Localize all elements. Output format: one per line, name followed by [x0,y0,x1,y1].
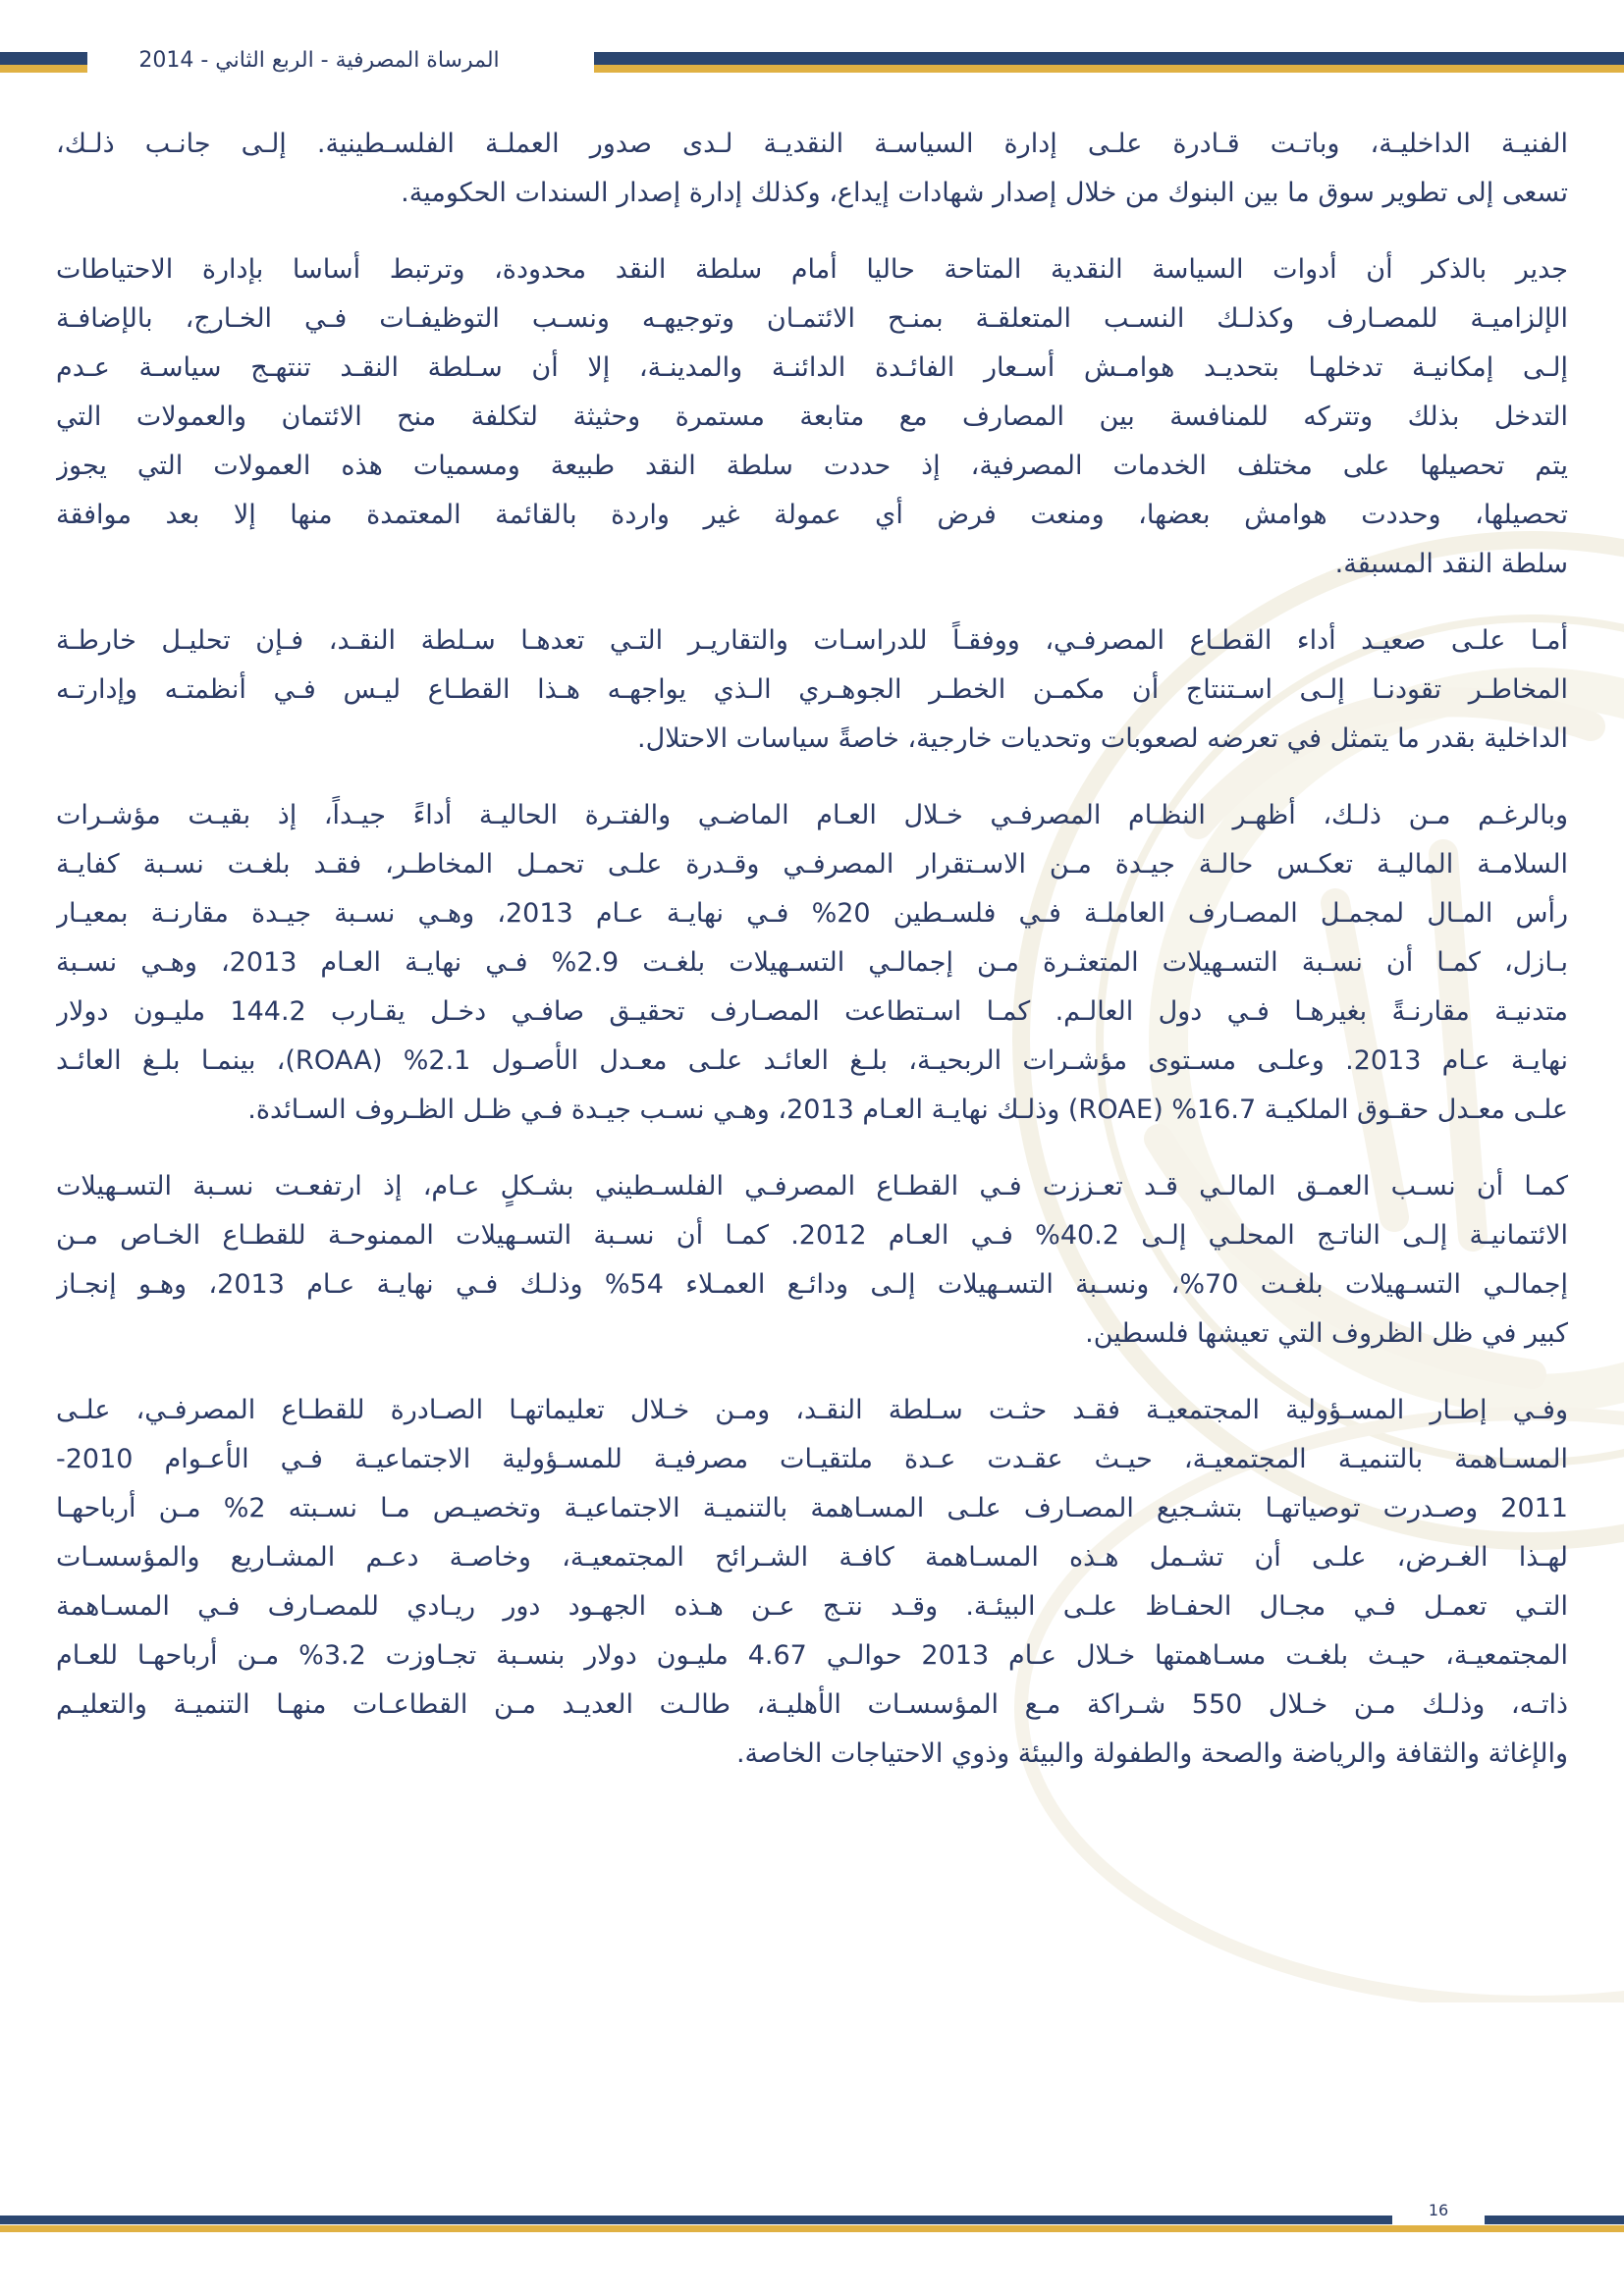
text-line: لهـذا الغـرض، علـى أن تشـمل هـذه المسـاهمة كافـة الشـرائح المجتمعيـة، وخاصـة دعـم المشـاريع والمؤسسـات [56,1542,1568,1573]
header-bar-left-gold [0,65,87,73]
text-line: الائتمانيـة إلـى الناتـج المحلـي إلـى 40.2% فـي العـام 2012. كمـا أن نسـبة التسـهيلات الممنوحـة للقطـاع الخـاص مـن [56,1220,1568,1251]
footer-bar-left-navy [0,2216,1392,2224]
paragraph-4 [56,791,1568,1135]
text-line: يتم تحصيلها على مختلف الخدمات المصرفية، إذ حددت سلطة النقد طبيعة ومسميات هذه العمولات التي يجوز [56,451,1568,481]
text-line: السلامـة الماليـة تعكـس حالـة جيـدة مـن الاسـتقرار المصرفـي وقـدرة علـى تحمـل المخاطـر، فقـد بلغـت نسـبة كفايـة [56,849,1568,880]
text-line: الفنيـة الداخليـة، وباتـت قـادرة علـى إدارة السياسـة النقديـة لـدى صدور العملـة الفلسـطينية. إلـى جانـب ذلـك، [56,129,1568,159]
text-line: المسـاهمة بالتنميـة المجتمعيـة، حيـث عقـدت عـدة ملتقيـات مصرفيـة للمسـؤولية الاجتماعيـة فـي الأعـوام 2010- [56,1444,1568,1474]
header-bar-left-navy [0,52,87,65]
text-line: المجتمعيـة، حيـث بلغـت مسـاهمتها خـلال عـام 2013 حوالـي 4.67 مليـون دولار بنسـبة تجـاوزت 3.2% مـن أرباحهـا للعـام [56,1640,1568,1671]
text-line: ذاتـه، وذلـك مـن خـلال 550 شـراكة مـع المؤسسـات الأهليـة، طالـت العديـد مـن القطاعـات منهـا التنميـة والتعليـم [56,1689,1568,1720]
text-line: الداخلية بقدر ما يتمثل في تعرضه لصعوبات وتحديات خارجية، خاصةً سياسات الاحتلال. [637,723,1568,754]
text-line: متدنيـة مقارنـةً بغيرهـا فـي دول العالـم. كمـا اسـتطاعت المصـارف تحقيـق صافـي دخـل يقـارب 144.2 مليـون دولار [56,996,1568,1027]
text-line: وفـي إطـار المسـؤولية المجتمعيـة فقـد حثـت سـلطة النقـد، ومـن خـلال تعليماتهـا الصـادرة للقطـاع المصرفـي، علـى [56,1395,1568,1425]
text-line: علـى معـدل حقـوق الملكيـة 16.7% (ROAE) وذلـك نهايـة العـام 2013، وهـي نسـب جيـدة فـي ظـل الظـروف السـائدة. [247,1095,1568,1125]
paragraph-6 [56,1386,1568,1779]
footer-bar-gold [0,2225,1624,2232]
text-line: سلطة النقد المسبقة. [1334,549,1568,579]
article-body [56,120,1568,1806]
text-line: كمـا أن نسـب العمـق المالـي قـد تعـززت فـي القطـاع المصرفـي الفلسـطيني بشـكلٍ عـام، إذ ارتفعـت نسـبة التسـهيلات [56,1171,1568,1201]
paragraph-5 [56,1162,1568,1359]
footer-bar-right-navy [1485,2216,1624,2224]
paragraph-1 [56,120,1568,218]
text-line: الإلزاميـة للمصـارف وكذلـك النسـب المتعلقـة بمنـح الائتمـان وتوجيهـه ونسـب التوظيفـات فـي الخـارج، بالإضافـة [56,303,1568,334]
text-line: 2011 وصـدرت توصياتهـا بتشـجيع المصـارف علـى المسـاهمة بالتنميـة الاجتماعيـة وتخصيـص مـا نسـبته 2% مـن أرباحهـا [56,1493,1568,1523]
paragraph-3 [56,616,1568,764]
text-line: إجمالـي التسـهيلات بلغـت 70%، ونسـبة التسـهيلات إلـى ودائـع العمـلاء 54% وذلـك فـي نهايـة عـام 2013، وهـو إنجـاز [56,1269,1568,1300]
text-line: رأس المـال لمجمـل المصـارف العاملـة فـي فلسـطين 20% فـي نهايـة عـام 2013، وهـي نسـبة جيـدة مقارنـة بمعيـار [56,898,1568,929]
text-line: التـي تعمـل فـي مجـال الحفـاظ علـى البيئـة. وقـد نتـج عـن هـذه الجهـود دور ريـادي للمصـارف فـي المسـاهمة [56,1591,1568,1622]
text-line: والإغاثة والثقافة والرياضة والصحة والطفولة والبيئة وذوي الاحتياجات الخاصة. [735,1738,1568,1769]
header-bar-right-gold [594,65,1624,73]
text-line: المخاطـر تقودنـا إلـى اسـتنتاج أن مكمـن الخطـر الجوهـري الـذي يواجهـه هـذا القطـاع ليـس فـي أنظمتـه وإدارتـه [56,674,1568,705]
text-line: إلـى إمكانيـة تدخلهـا بتحديـد هوامـش أسـعار الفائـدة الدائنـة والمدينـة، إلا أن سـلطة النقـد تنتهـج سياسـة عـدم [56,352,1568,383]
text-line: نهايـة عـام 2013. وعلـى مسـتوى مؤشـرات الربحيـة، بلـغ العائـد علـى معـدل الأصـول 2.1% (ROAA)، بينمـا بلـغ العائـد [56,1045,1568,1076]
text-line: وبالرغـم مـن ذلـك، أظهـر النظـام المصرفـي خـلال العـام الماضـي والفتـرة الحاليـة أداءً جيـداً، إذ بقيـت مؤشـرات [56,800,1568,830]
text-line: تحصيلها، وحددت هوامش بعضها، ومنعت فرض أي عمولة غير واردة بالقائمة المعتمدة منها إلا بعد موافقة [56,500,1568,530]
text-line: بـازل، كمـا أن نسـبة التسـهيلات المتعثـرة مـن إجمالـي التسـهيلات بلغـت 2.9% فـي نهايـة العـام 2013، وهـي نسـبة [56,947,1568,978]
text-line: كبير في ظل الظروف التي تعيشها فلسطين. [1085,1318,1568,1349]
text-line: أمـا علـى صعيـد أداء القطـاع المصرفـي، ووفقـاً للدراسـات والتقاريـر التـي تعدهـا سـلطة النقـد، فـإن تحليـل خارطـة [56,625,1568,656]
running-header-title: المرساة المصرفية - الربع الثاني - 2014 [138,48,500,73]
header-bar-right-navy [594,52,1624,65]
paragraph-2 [56,245,1568,589]
page-number: 16 [1428,2201,1449,2219]
text-line: تسعى إلى تطوير سوق ما بين البنوك من خلال إصدار شهادات إيداع، وكذلك إدارة إصدار السندات الحكومية. [401,178,1568,208]
text-line: جدير بالذكر أن أدوات السياسة النقدية المتاحة حاليا أمام سلطة النقد محدودة، وترتبط أساسا بإدارة الاحتياطات [56,254,1568,285]
text-line: التدخل بذلك وتتركه للمنافسة بين المصارف مع متابعة مستمرة وحثيثة لتكلفة منح الائتمان والعمولات التي [56,401,1568,432]
